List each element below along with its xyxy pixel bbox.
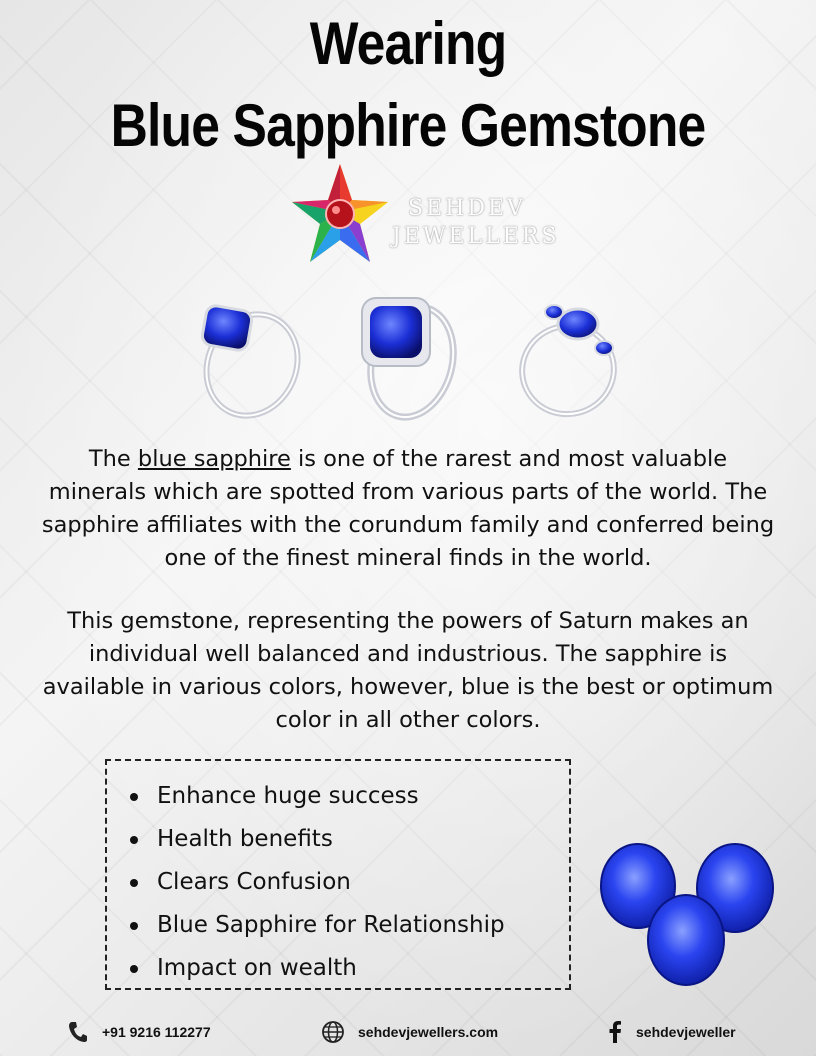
website-link: sehdevjewellers.com — [358, 1024, 499, 1040]
facebook-icon — [608, 1021, 622, 1043]
gem-3-icon — [648, 895, 724, 985]
page-title-line-2: Blue Sapphire Gemstone — [110, 92, 706, 159]
social-handle: sehdevjeweller — [636, 1024, 736, 1040]
benefit-item: Enhance huge success — [157, 775, 569, 818]
ring-3-icon — [512, 305, 624, 424]
saturn-paragraph: This gemstone, representing the powers of Saturn makes an individual well balanced and industrious. The sapphire is available in various colors, however, blue is the best or optimum color in all other colors. — [42, 608, 774, 733]
benefit-item: Impact on wealth — [157, 947, 569, 990]
footer-social[interactable] — [608, 1018, 736, 1046]
benefits-list — [107, 761, 569, 990]
footer-phone[interactable] — [68, 1018, 211, 1046]
ring-2-icon — [359, 298, 465, 425]
benefit-item: Clears Confusion — [157, 861, 569, 904]
phone-icon — [68, 1021, 88, 1043]
blue-sapphire-link[interactable]: blue sapphire — [137, 446, 291, 472]
benefit-item: Health benefits — [157, 818, 569, 861]
brand-logo — [290, 162, 560, 268]
benefits-box — [105, 759, 571, 990]
loose-sapphires-image — [598, 838, 776, 988]
benefit-item: Blue Sapphire for Relationship — [157, 904, 569, 947]
sapphire-rings-image — [190, 290, 630, 425]
ring-1-icon — [190, 299, 314, 425]
logo-text-line-1: SEHDEV — [408, 196, 526, 221]
intro-rest: is one of the rarest and most valuable minerals which are spotted from various parts of the world. The sapphire affiliates with the corundum family and conferred being one of the finest mineral finds in the world. — [41, 446, 775, 571]
logo-text-line-2: JEWELLERS — [392, 224, 560, 249]
globe-icon — [322, 1021, 344, 1043]
intro-prefix: The — [88, 446, 138, 472]
phone-number: +91 9216 112277 — [102, 1024, 211, 1040]
intro-paragraph — [40, 443, 776, 575]
page-title-line-1: Wearing — [309, 10, 507, 77]
footer-website[interactable] — [322, 1018, 498, 1046]
star-logo-icon — [290, 162, 390, 268]
